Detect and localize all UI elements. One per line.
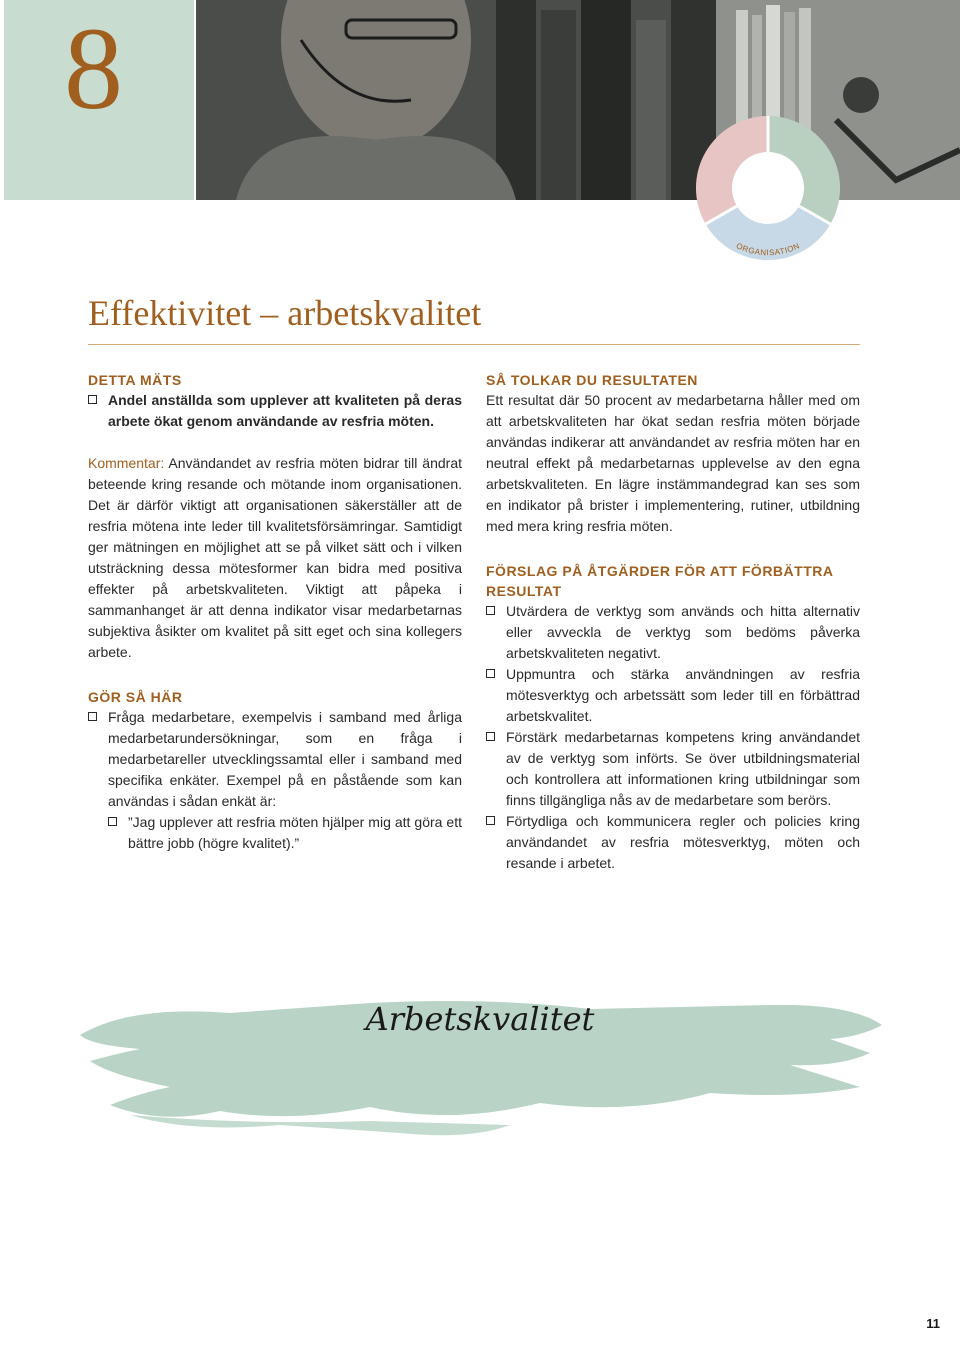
pie-label: ORGANISATION: [734, 241, 802, 258]
left-column: [88, 370, 462, 854]
forslag-item-text: Förstärk medarbetarnas kompetens kring användandet av de verktyg som införts. Se över utbildningsmaterial och kontrollera att informationen kring utbildningar som finns tillgängliga nås av de medarbetare som berörs.: [506, 729, 860, 808]
forslag-item: [486, 811, 860, 874]
checkbox-icon: [88, 712, 97, 721]
forslag-item: [486, 601, 860, 664]
page-title: Effektivitet – arbetskvalitet: [88, 293, 482, 333]
gor-subitem-text: ”Jag upplever att resfria möten hjälper mig att göra ett bättre jobb (högre kvalitet).”: [128, 814, 462, 851]
title-divider: [88, 344, 860, 345]
brush-label: Arbetskvalitet: [365, 1000, 595, 1038]
gor-item-text: Fråga medarbetare, exempelvis i samband med årliga medarbetarundersökningar, som en fråga i medarbetareller utvecklingssamtal eller i samband med specifika enkäter. Exempel på en påstående som kan användas i sådan enkät är:: [108, 709, 462, 809]
pie-chart-icon: [688, 108, 848, 278]
detta-heading: DETTA MÄTS: [88, 372, 182, 388]
tolka-text: Ett resultat där 50 procent av medarbetarna håller med om att arbetskvaliteten har ökat sedan resfria möten började användas indikerar att användandet av resfria möten har en neutral effekt på medarbetarnas upplevelse av den egna arbetskvaliteten. En lägre instämmandegrad kan ses som en indikator på brister i implementering, rutiner, utbildning med mera kring resfria möten.: [486, 392, 860, 534]
checkbox-icon: [486, 669, 495, 678]
gor-item: [88, 707, 462, 812]
chapter-number: 8: [64, 3, 123, 134]
kommentar-label: Kommentar:: [88, 455, 165, 471]
forslag-heading: FÖRSLAG PÅ ÅTGÄRDER FÖR ATT FÖRBÄTTRA RESULTAT: [486, 563, 833, 599]
page-number: 11: [926, 1316, 940, 1331]
gor-heading: GÖR SÅ HÄR: [88, 689, 183, 705]
right-column: [486, 370, 860, 874]
detta-item-text: Andel anställda som upplever att kvaliteten på deras arbete ökat genom användande av resfria möten.: [108, 392, 462, 429]
forslag-item: [486, 727, 860, 811]
forslag-item: [486, 664, 860, 727]
checkbox-icon: [486, 816, 495, 825]
checkbox-icon: [88, 395, 97, 404]
tolka-heading: SÅ TOLKAR DU RESULTATEN: [486, 372, 698, 388]
kommentar-paragraph: [88, 453, 462, 663]
forslag-item-text: Förtydliga och kommunicera regler och policies kring användandet av resfria mötesverktyg, möten och resande i arbetet.: [506, 813, 860, 871]
gor-subitem: [108, 812, 462, 854]
checkbox-icon: [486, 732, 495, 741]
detta-item: [88, 390, 462, 432]
forslag-item-text: Utvärdera de verktyg som används och hitta alternativ eller avveckla de verktyg som bedöms påverka arbetskvaliteten negativt.: [506, 603, 860, 661]
forslag-item-text: Uppmuntra och stärka användningen av resfria mötesverktyg och arbetssätt som leder till en förbättrad arbetskvalitet.: [506, 666, 860, 724]
kommentar-text: Användandet av resfria möten bidrar till ändrat beteende kring resande och mötande inom organisationen. Det är därför viktigt att organisationen säkerställer att de resfria mötena inte leder till kvalitetsförsämringar. Samtidigt ger mätningen en möjlighet att se på vilket sätt och i vilken utsträckning dessa mötesformer kan bidra med positiva effekter på arbetskvaliteten. Viktigt att påpeka i sammanhanget är att denna indikator visar medarbetarnas subjektiva åsikter om kvalitet på sitt eget och sina kollegers arbete.: [88, 455, 462, 660]
checkbox-icon: [108, 817, 117, 826]
checkbox-icon: [486, 606, 495, 615]
